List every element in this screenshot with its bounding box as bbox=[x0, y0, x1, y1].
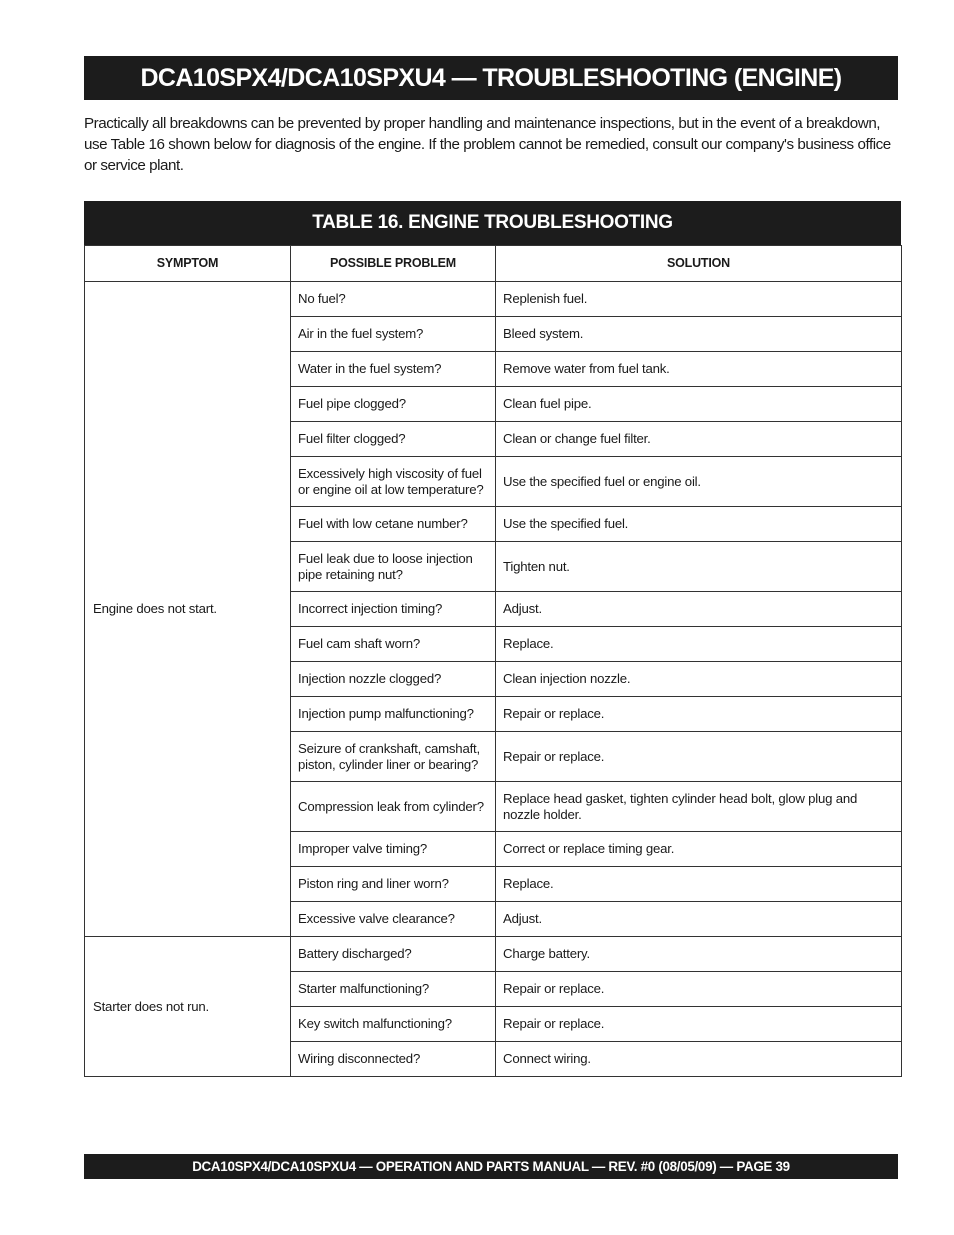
solution-cell: Replace head gasket, tighten cylinder head bolt, glow plug and nozzle holder. bbox=[496, 782, 902, 832]
symptom-cell: Starter does not run. bbox=[85, 937, 291, 1077]
symptom-cell: Engine does not start. bbox=[85, 282, 291, 937]
solution-cell: Repair or replace. bbox=[496, 972, 902, 1007]
problem-cell: Water in the fuel system? bbox=[291, 352, 496, 387]
problem-cell: Excessively high viscosity of fuel or engine oil at low temperature? bbox=[291, 457, 496, 507]
solution-cell: Bleed system. bbox=[496, 317, 902, 352]
solution-cell: Clean or change fuel filter. bbox=[496, 422, 902, 457]
page-title-bar bbox=[84, 56, 898, 100]
problem-cell: Battery discharged? bbox=[291, 937, 496, 972]
header-solution: SOLUTION bbox=[496, 246, 902, 282]
solution-cell: Repair or replace. bbox=[496, 1007, 902, 1042]
solution-cell: Correct or replace timing gear. bbox=[496, 832, 902, 867]
problem-cell: Fuel filter clogged? bbox=[291, 422, 496, 457]
solution-cell: Replace. bbox=[496, 867, 902, 902]
intro-paragraph: Practically all breakdowns can be prevented by proper handling and maintenance inspections, but in the event of a breakdown, use Table 16 shown below for diagnosis of the engine. If the problem cannot be remedied, consult our company's business office or service plant. bbox=[84, 115, 891, 174]
solution-cell: Charge battery. bbox=[496, 937, 902, 972]
solution-cell: Replace. bbox=[496, 627, 902, 662]
problem-cell: Seizure of crankshaft, camshaft, piston, cylinder liner or bearing? bbox=[291, 732, 496, 782]
table-grid bbox=[84, 245, 902, 1077]
solution-cell: Tighten nut. bbox=[496, 542, 902, 592]
problem-cell: Injection nozzle clogged? bbox=[291, 662, 496, 697]
solution-cell: Repair or replace. bbox=[496, 732, 902, 782]
problem-cell: Key switch malfunctioning? bbox=[291, 1007, 496, 1042]
problem-cell: No fuel? bbox=[291, 282, 496, 317]
problem-cell: Air in the fuel system? bbox=[291, 317, 496, 352]
header-possible-problem: POSSIBLE PROBLEM bbox=[291, 246, 496, 282]
problem-cell: Wiring disconnected? bbox=[291, 1042, 496, 1077]
problem-cell: Fuel pipe clogged? bbox=[291, 387, 496, 422]
problem-cell: Incorrect injection timing? bbox=[291, 592, 496, 627]
table-body bbox=[85, 282, 902, 1077]
solution-cell: Replenish fuel. bbox=[496, 282, 902, 317]
page-title: DCA10SPX4/DCA10SPXU4 — TROUBLESHOOTING (ENGINE) bbox=[140, 63, 842, 92]
problem-cell: Starter malfunctioning? bbox=[291, 972, 496, 1007]
problem-cell: Compression leak from cylinder? bbox=[291, 782, 496, 832]
solution-cell: Adjust. bbox=[496, 902, 902, 937]
table-caption: TABLE 16. ENGINE TROUBLESHOOTING bbox=[84, 201, 901, 245]
problem-cell: Piston ring and liner worn? bbox=[291, 867, 496, 902]
solution-cell: Clean fuel pipe. bbox=[496, 387, 902, 422]
problem-cell: Improper valve timing? bbox=[291, 832, 496, 867]
problem-cell: Excessive valve clearance? bbox=[291, 902, 496, 937]
solution-cell: Use the specified fuel or engine oil. bbox=[496, 457, 902, 507]
solution-cell: Repair or replace. bbox=[496, 697, 902, 732]
problem-cell: Fuel with low cetane number? bbox=[291, 507, 496, 542]
table-header-row bbox=[85, 246, 902, 282]
solution-cell: Connect wiring. bbox=[496, 1042, 902, 1077]
footer-bar bbox=[84, 1154, 898, 1179]
problem-cell: Fuel leak due to loose injection pipe retaining nut? bbox=[291, 542, 496, 592]
table-row bbox=[85, 282, 902, 317]
header-symptom: SYMPTOM bbox=[85, 246, 291, 282]
solution-cell: Use the specified fuel. bbox=[496, 507, 902, 542]
problem-cell: Injection pump malfunctioning? bbox=[291, 697, 496, 732]
solution-cell: Remove water from fuel tank. bbox=[496, 352, 902, 387]
solution-cell: Adjust. bbox=[496, 592, 902, 627]
table-row bbox=[85, 937, 902, 972]
troubleshooting-table bbox=[84, 201, 901, 1077]
problem-cell: Fuel cam shaft worn? bbox=[291, 627, 496, 662]
footer-text: DCA10SPX4/DCA10SPXU4 — OPERATION AND PARTS MANUAL — REV. #0 (08/05/09) — PAGE 39 bbox=[192, 1159, 790, 1174]
solution-cell: Clean injection nozzle. bbox=[496, 662, 902, 697]
